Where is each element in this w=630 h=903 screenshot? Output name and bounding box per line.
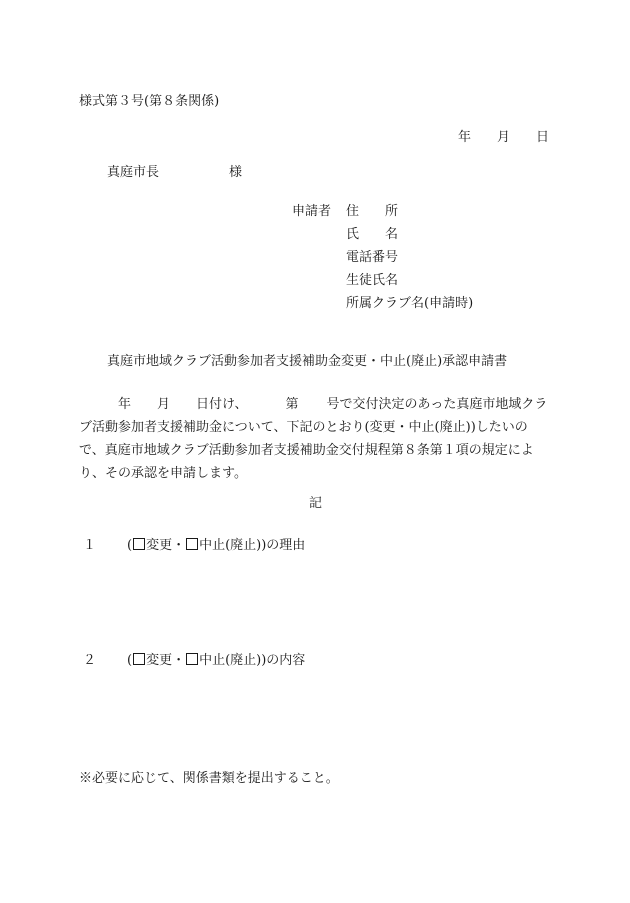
recipient-title: 真庭市長 xyxy=(107,165,160,180)
item-number: ２ xyxy=(83,653,97,668)
change-checkbox[interactable] xyxy=(133,538,145,550)
note-text: ※必要に応じて、関係書類を提出すること。 xyxy=(79,771,339,786)
club-field-label: 所属クラブ名(申請時) xyxy=(346,296,474,311)
form-number: 様式第３号(第８条関係) xyxy=(79,94,220,109)
address-field-label: 住 所 xyxy=(346,204,399,219)
body-day-dated: 日付け、 xyxy=(196,397,248,412)
cancel-checkbox[interactable] xyxy=(186,538,198,550)
date-month-label: 月 xyxy=(497,130,511,145)
ki-heading: 記 xyxy=(309,496,323,511)
change-checkbox[interactable] xyxy=(133,653,145,665)
body-month: 月 xyxy=(157,397,171,412)
cancel-checkbox[interactable] xyxy=(186,653,198,665)
date-year-label: 年 xyxy=(458,130,472,145)
date-day-label: 日 xyxy=(536,130,550,145)
recipient-honorific: 様 xyxy=(229,165,243,180)
applicant-label: 申請者 xyxy=(292,204,332,219)
recipient-line xyxy=(107,166,242,179)
body-dai: 第 xyxy=(285,397,299,412)
body-year: 年 xyxy=(118,397,132,412)
date-line xyxy=(458,131,549,144)
item-reason: １ ( 変更・ 中止(廃止))の理由 xyxy=(83,538,306,553)
item-content: ２ ( 変更・ 中止(廃止))の内容 xyxy=(83,653,306,668)
document-title: 真庭市地域クラブ活動参加者支援補助金変更・中止(廃止)承認申請書 xyxy=(107,354,508,369)
item-number: １ xyxy=(83,538,97,553)
name-field-label: 氏 名 xyxy=(346,227,399,242)
body-text-rest: 号で交付決定のあった真庭市地域クラブ活動参加者支援補助金について、下記のとおり(変更・中止(廃止))したいので、真庭市地域クラブ活動参加者支援補助金交付規程第８条第１項の規定により、その承認を申請します。 xyxy=(79,397,548,481)
body-paragraph xyxy=(79,393,552,485)
student-name-field-label: 生徒氏名 xyxy=(346,273,399,288)
phone-field-label: 電話番号 xyxy=(346,250,399,265)
